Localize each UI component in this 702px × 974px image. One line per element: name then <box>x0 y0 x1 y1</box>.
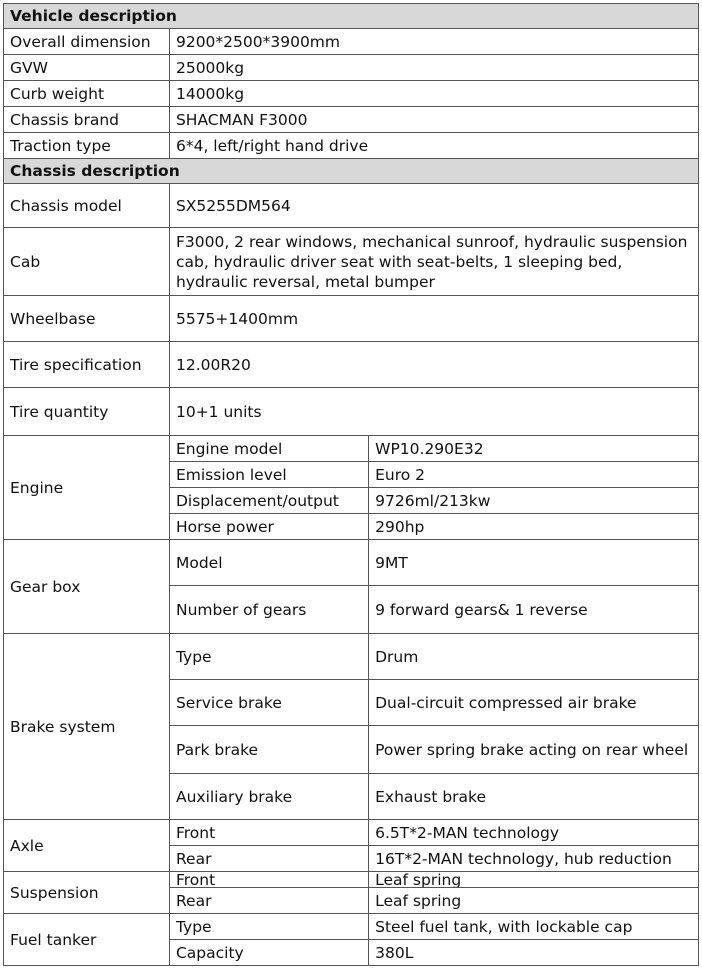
row-value: SX5255DM564 <box>169 184 698 228</box>
table-row <box>4 29 699 55</box>
table-row <box>4 540 699 586</box>
item-name: Rear <box>169 888 368 914</box>
row-value: 10+1 units <box>169 388 698 436</box>
row-value: 12.00R20 <box>169 342 698 388</box>
item-name: Service brake <box>169 680 368 726</box>
item-name: Horse power <box>169 514 368 540</box>
item-name: Capacity <box>169 940 368 966</box>
group-label: Fuel tanker <box>4 914 170 966</box>
row-label: Tire quantity <box>4 388 170 436</box>
item-value: Leaf spring <box>369 888 699 914</box>
spec-table <box>3 3 699 966</box>
item-value: Power spring brake acting on rear wheel <box>369 726 699 774</box>
item-value: Euro 2 <box>369 462 699 488</box>
table-row <box>4 342 699 388</box>
item-value: Steel fuel tank, with lockable cap <box>369 914 699 940</box>
section-title: Chassis description <box>4 159 699 184</box>
item-value: 290hp <box>369 514 699 540</box>
row-label: GVW <box>4 55 170 81</box>
item-name: Model <box>169 540 368 586</box>
row-label: Chassis model <box>4 184 170 228</box>
row-value: 9200*2500*3900mm <box>169 29 698 55</box>
item-name: Engine model <box>169 436 368 462</box>
row-label: Curb weight <box>4 81 170 107</box>
table-row <box>4 133 699 159</box>
item-name: Displacement/output <box>169 488 368 514</box>
group-label: Axle <box>4 820 170 872</box>
item-name: Auxiliary brake <box>169 774 368 820</box>
table-row <box>4 820 699 846</box>
group-label: Gear box <box>4 540 170 634</box>
group-label: Brake system <box>4 634 170 820</box>
item-value: Dual-circuit compressed air brake <box>369 680 699 726</box>
row-value: SHACMAN F3000 <box>169 107 698 133</box>
section-title: Vehicle description <box>4 4 699 29</box>
item-name: Rear <box>169 846 368 872</box>
item-name: Front <box>169 872 368 888</box>
section-header-chassis <box>4 159 699 184</box>
section-header-vehicle <box>4 4 699 29</box>
table-row <box>4 634 699 680</box>
row-label: Cab <box>4 228 170 296</box>
group-label: Suspension <box>4 872 170 914</box>
item-name: Emission level <box>169 462 368 488</box>
item-value: 380L <box>369 940 699 966</box>
row-value: F3000, 2 rear windows, mechanical sunroof, hydraulic suspension cab, hydraulic driver seat with seat-belts, 1 sleeping bed, hydraulic reversal, metal bumper <box>169 228 698 296</box>
item-name: Type <box>169 914 368 940</box>
table-row <box>4 914 699 940</box>
table-row <box>4 228 699 296</box>
item-value: WP10.290E32 <box>369 436 699 462</box>
row-label: Chassis brand <box>4 107 170 133</box>
item-value: 9726ml/213kw <box>369 488 699 514</box>
item-value: Exhaust brake <box>369 774 699 820</box>
item-name: Front <box>169 820 368 846</box>
row-value: 25000kg <box>169 55 698 81</box>
table-row <box>4 184 699 228</box>
table-row <box>4 296 699 342</box>
row-label: Tire specification <box>4 342 170 388</box>
item-name: Type <box>169 634 368 680</box>
row-value: 6*4, left/right hand drive <box>169 133 698 159</box>
item-name: Park brake <box>169 726 368 774</box>
item-value: 9MT <box>369 540 699 586</box>
item-value: 9 forward gears& 1 reverse <box>369 586 699 634</box>
item-value: Leaf spring <box>369 872 699 888</box>
item-name: Number of gears <box>169 586 368 634</box>
table-row <box>4 388 699 436</box>
item-value: 6.5T*2-MAN technology <box>369 820 699 846</box>
row-label: Traction type <box>4 133 170 159</box>
row-label: Overall dimension <box>4 29 170 55</box>
table-row <box>4 872 699 888</box>
item-value: Drum <box>369 634 699 680</box>
item-value: 16T*2-MAN technology, hub reduction <box>369 846 699 872</box>
table-row <box>4 81 699 107</box>
table-row <box>4 55 699 81</box>
row-value: 5575+1400mm <box>169 296 698 342</box>
table-row <box>4 436 699 462</box>
row-label: Wheelbase <box>4 296 170 342</box>
group-label: Engine <box>4 436 170 540</box>
row-value: 14000kg <box>169 81 698 107</box>
table-row <box>4 107 699 133</box>
